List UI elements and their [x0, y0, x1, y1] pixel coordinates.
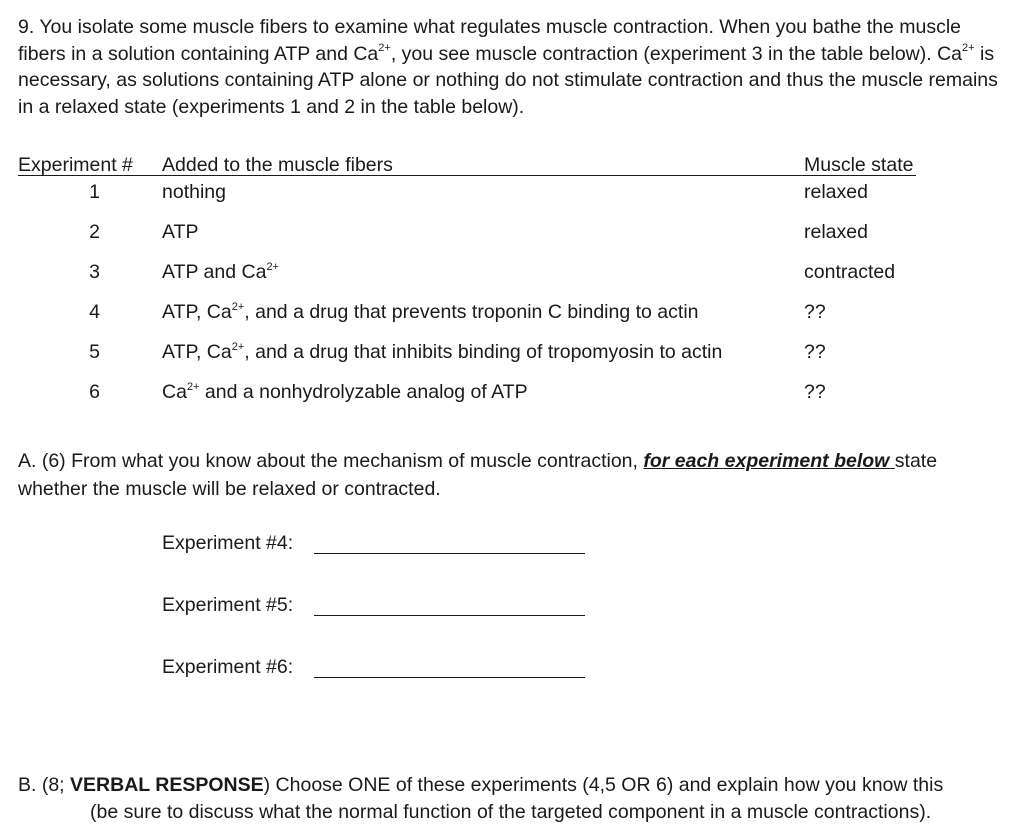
intro-text-2: , you see muscle contraction (experiment 3 in the table below). Ca [390, 42, 963, 65]
part-a-emphasis: for each experiment below [643, 450, 890, 472]
row-6-added: $Ca^{2+}$ and a nonhydrolyzable analog of ATP [162, 380, 528, 403]
part-a-text-2: state whether the muscle will be relaxed or contracted. [18, 450, 938, 500]
part-a-text-1: A. (6) From what you know about the mechanism of muscle contraction, [18, 450, 644, 472]
part-a-prompt [18, 448, 1008, 503]
row-4-added: ATP, $Ca^{2+}$, and a drug that prevents troponin C binding to actin [162, 300, 699, 323]
answer-label-6: Experiment #6: [162, 656, 294, 678]
part-b-prefix: B. (8; [18, 774, 71, 796]
answer-label-5: Experiment #5: [162, 594, 294, 616]
answer-label-4: Experiment #4: [162, 532, 294, 554]
answer-blank-6[interactable] [314, 677, 585, 678]
row-3-number: 3 [89, 261, 100, 283]
header-muscle-state: Muscle state [804, 154, 914, 176]
answer-blank-5[interactable] [314, 615, 585, 616]
part-b-bold: VERBAL RESPONSE [70, 774, 264, 796]
superscript-charge: 2+ [378, 42, 391, 54]
row-5-state: ?? [804, 341, 826, 363]
row-6-state: ?? [804, 381, 826, 403]
row-6-number: 6 [89, 381, 100, 403]
header-experiment-number: Experiment # [18, 154, 133, 176]
part-b-line-1: ) Choose ONE of these experiments (4,5 OR 6) and explain how you know this [263, 774, 944, 796]
answer-blank-4[interactable] [314, 553, 585, 554]
row-5-number: 5 [89, 341, 100, 363]
row-1-number: 1 [89, 181, 100, 203]
row-3-added: ATP and $Ca^{2+}$ [162, 260, 279, 283]
row-1-added: nothing [162, 181, 226, 203]
row-2-state: relaxed [804, 221, 868, 243]
part-b-prompt [18, 772, 1018, 826]
question-intro [18, 14, 1008, 120]
superscript-charge: 2+ [962, 42, 975, 54]
intro-text-1: 9. You isolate some muscle fibers to examine what regulates muscle contraction. When you bathe the muscle fibers in a solution containing ATP and Ca [18, 16, 961, 65]
row-2-number: 2 [89, 221, 100, 243]
row-4-state: ?? [804, 301, 826, 323]
row-4-number: 4 [89, 301, 100, 323]
intro-text-3: is necessary, as solutions containing ATP alone or nothing do not stimulate contraction and thus the muscle remains in a relaxed state (experiments 1 and 2 in the table below). [18, 42, 998, 118]
row-5-added: ATP, $Ca^{2+}$, and a drug that inhibits binding of tropomyosin to actin [162, 340, 723, 363]
row-3-state: contracted [804, 261, 896, 283]
row-1-state: relaxed [804, 181, 868, 203]
row-2-added: ATP [162, 221, 199, 243]
header-rule [18, 175, 916, 176]
header-added: Added to the muscle fibers [162, 154, 393, 176]
part-b-line-2: (be sure to discuss what the normal function of the targeted component in a muscle contractions). [90, 801, 932, 823]
